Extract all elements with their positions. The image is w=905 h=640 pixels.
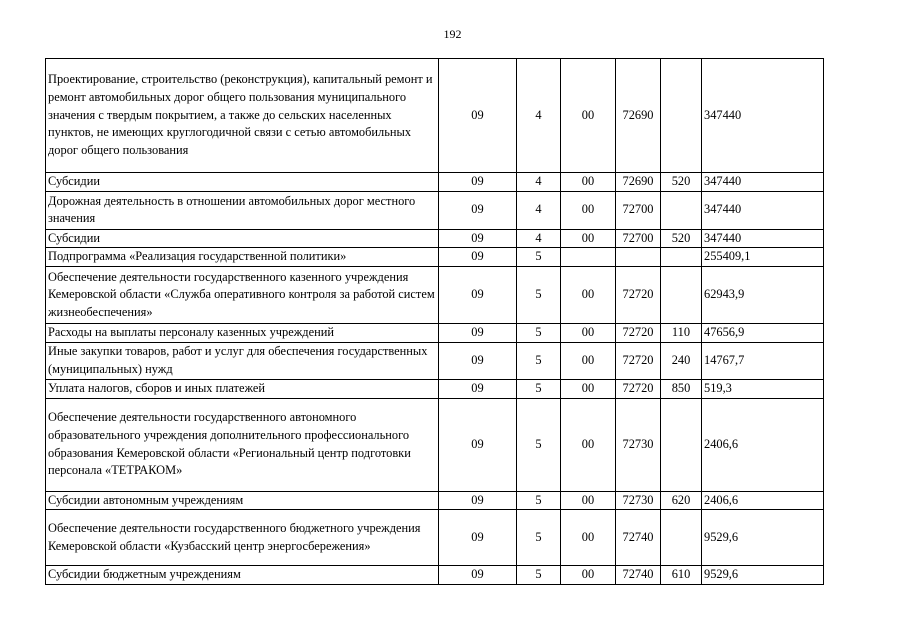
target-code-cell: 72730: [616, 398, 661, 491]
expense-group-cell: 520: [661, 173, 702, 192]
expense-group-cell: [661, 510, 702, 566]
expense-group-cell: [661, 248, 702, 267]
table-row: [46, 566, 824, 585]
target-code-cell: 72700: [616, 191, 661, 229]
program-code-cell: 00: [561, 566, 616, 585]
amount-cell: 2406,6: [702, 491, 824, 510]
program-code-cell: 00: [561, 491, 616, 510]
row-name-cell: Проектирование, строительство (реконструкция), капитальный ремонт и ремонт автомобильных дорог общего пользования муниципального значения с твердым покрытием, а также до сельских населенных пунктов, не имеющих круглогодичной связи с сетью автомобильных дорог общего пользования: [46, 59, 439, 173]
table-row: [46, 491, 824, 510]
subsection-code-cell: 4: [517, 173, 561, 192]
expense-group-cell: 620: [661, 491, 702, 510]
subsection-code-cell: 5: [517, 566, 561, 585]
expense-group-cell: 610: [661, 566, 702, 585]
expense-group-cell: 240: [661, 342, 702, 379]
row-name-cell: Субсидии автономным учреждениям: [46, 491, 439, 510]
expense-group-cell: 520: [661, 229, 702, 248]
table-row: [46, 342, 824, 379]
section-code-cell: 09: [439, 491, 517, 510]
row-name-cell: Обеспечение деятельности государственного бюджетного учреждения Кемеровской области «Кузбасский центр энергосбережения»: [46, 510, 439, 566]
subsection-code-cell: 4: [517, 191, 561, 229]
program-code-cell: 00: [561, 398, 616, 491]
program-code-cell: 00: [561, 59, 616, 173]
subsection-code-cell: 5: [517, 379, 561, 398]
subsection-code-cell: 5: [517, 267, 561, 324]
page-number: 192: [443, 27, 462, 41]
table-row: [46, 191, 824, 229]
subsection-code-cell: 5: [517, 398, 561, 491]
program-code-cell: [561, 248, 616, 267]
amount-cell: 519,3: [702, 379, 824, 398]
amount-cell: 347440: [702, 229, 824, 248]
section-code-cell: 09: [439, 267, 517, 324]
row-name-cell: Дорожная деятельность в отношении автомобильных дорог местного значения: [46, 191, 439, 229]
target-code-cell: 72720: [616, 342, 661, 379]
target-code-cell: 72740: [616, 510, 661, 566]
section-code-cell: 09: [439, 379, 517, 398]
table-row: [46, 267, 824, 324]
section-code-cell: 09: [439, 248, 517, 267]
target-code-cell: 72720: [616, 267, 661, 324]
amount-cell: 347440: [702, 173, 824, 192]
subsection-code-cell: 5: [517, 491, 561, 510]
target-code-cell: 72730: [616, 491, 661, 510]
amount-cell: 47656,9: [702, 324, 824, 343]
table-row: [46, 173, 824, 192]
amount-cell: 62943,9: [702, 267, 824, 324]
target-code-cell: 72740: [616, 566, 661, 585]
program-code-cell: 00: [561, 510, 616, 566]
amount-cell: 255409,1: [702, 248, 824, 267]
expense-group-cell: 110: [661, 324, 702, 343]
row-name-cell: Расходы на выплаты персоналу казенных учреждений: [46, 324, 439, 343]
program-code-cell: 00: [561, 342, 616, 379]
row-name-cell: Уплата налогов, сборов и иных платежей: [46, 379, 439, 398]
section-code-cell: 09: [439, 510, 517, 566]
row-name-cell: Обеспечение деятельности государственного казенного учреждения Кемеровской области «Служба оперативного контроля за работой систем жизнеобеспечения»: [46, 267, 439, 324]
table-row: [46, 324, 824, 343]
target-code-cell: 72700: [616, 229, 661, 248]
table-row: [46, 379, 824, 398]
program-code-cell: 00: [561, 191, 616, 229]
subsection-code-cell: 4: [517, 229, 561, 248]
amount-cell: 9529,6: [702, 510, 824, 566]
section-code-cell: 09: [439, 566, 517, 585]
section-code-cell: 09: [439, 324, 517, 343]
subsection-code-cell: 5: [517, 342, 561, 379]
subsection-code-cell: 5: [517, 510, 561, 566]
subsection-code-cell: 5: [517, 324, 561, 343]
section-code-cell: 09: [439, 342, 517, 379]
amount-cell: 347440: [702, 59, 824, 173]
expense-group-cell: 850: [661, 379, 702, 398]
table-row: [46, 248, 824, 267]
row-name-cell: Подпрограмма «Реализация государственной политики»: [46, 248, 439, 267]
program-code-cell: 00: [561, 324, 616, 343]
table-row: [46, 398, 824, 491]
table-body: [46, 59, 824, 585]
amount-cell: 2406,6: [702, 398, 824, 491]
expense-group-cell: [661, 191, 702, 229]
section-code-cell: 09: [439, 229, 517, 248]
amount-cell: 14767,7: [702, 342, 824, 379]
subsection-code-cell: 5: [517, 248, 561, 267]
table-row: [46, 59, 824, 173]
expense-group-cell: [661, 267, 702, 324]
amount-cell: 347440: [702, 191, 824, 229]
budget-table: [45, 58, 824, 585]
target-code-cell: 72720: [616, 324, 661, 343]
table-row: [46, 229, 824, 248]
section-code-cell: 09: [439, 59, 517, 173]
program-code-cell: 00: [561, 173, 616, 192]
subsection-code-cell: 4: [517, 59, 561, 173]
expense-group-cell: [661, 398, 702, 491]
row-name-cell: Субсидии: [46, 173, 439, 192]
section-code-cell: 09: [439, 191, 517, 229]
program-code-cell: 00: [561, 379, 616, 398]
program-code-cell: 00: [561, 229, 616, 248]
target-code-cell: 72720: [616, 379, 661, 398]
expense-group-cell: [661, 59, 702, 173]
section-code-cell: 09: [439, 173, 517, 192]
row-name-cell: Субсидии: [46, 229, 439, 248]
target-code-cell: [616, 248, 661, 267]
row-name-cell: Обеспечение деятельности государственного автономного образовательного учреждения дополнительного профессионального образования Кемеровской области «Региональный центр подготовки персонала «ТЕТРАКОМ»: [46, 398, 439, 491]
program-code-cell: 00: [561, 267, 616, 324]
target-code-cell: 72690: [616, 59, 661, 173]
section-code-cell: 09: [439, 398, 517, 491]
row-name-cell: Иные закупки товаров, работ и услуг для обеспечения государственных (муниципальных) нужд: [46, 342, 439, 379]
table-row: [46, 510, 824, 566]
amount-cell: 9529,6: [702, 566, 824, 585]
row-name-cell: Субсидии бюджетным учреждениям: [46, 566, 439, 585]
target-code-cell: 72690: [616, 173, 661, 192]
